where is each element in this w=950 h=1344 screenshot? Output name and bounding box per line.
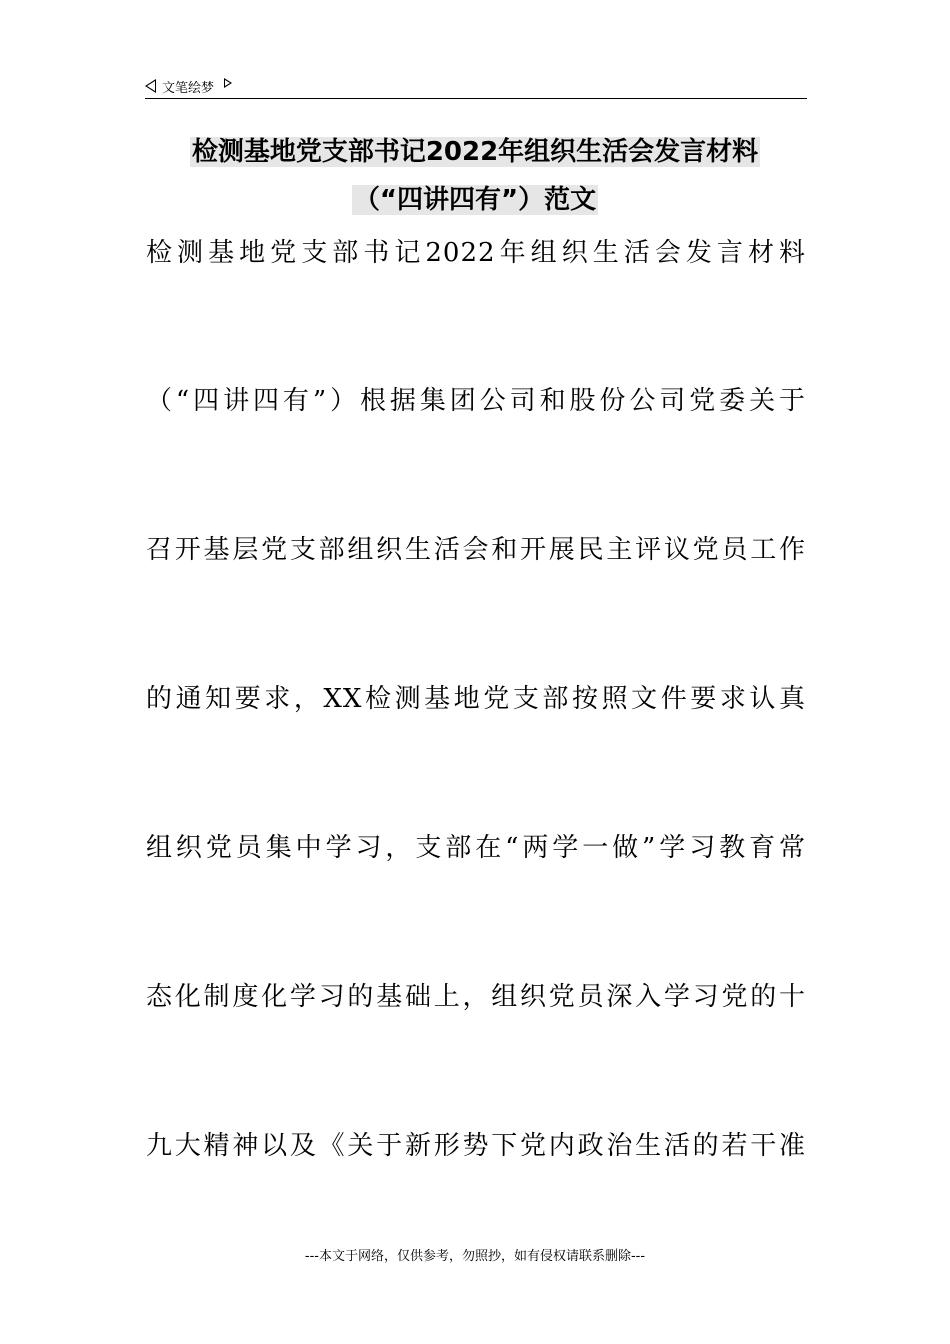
body-line-5: 组织党员集中学习，支部在“两学一做”学习教育常 bbox=[146, 833, 806, 863]
body-line-7: 九大精神以及《关于新形势下党内政治生活的若干准 bbox=[146, 1131, 806, 1161]
triangle-right-icon bbox=[224, 78, 232, 88]
body-line-3: 召开基层党支部组织生活会和开展民主评议党员工作 bbox=[146, 535, 806, 565]
page-header bbox=[145, 74, 807, 99]
document-title-line-2 bbox=[0, 182, 950, 218]
document-title-line-1 bbox=[0, 134, 950, 170]
page-footer: ---本文于网络，仅供参考，勿照抄，如有侵权请联系删除--- bbox=[304, 1249, 646, 1264]
body-line-4: 的通知要求，XX检测基地党支部按照文件要求认真 bbox=[146, 684, 806, 714]
title-line-1-text: 检测基地党支部书记2022年组织生活会发言材料 bbox=[191, 137, 759, 167]
triangle-left-icon bbox=[145, 79, 156, 93]
header-brand: 文笔绘梦 bbox=[162, 80, 215, 96]
body-line-2: （“四讲四有”）根据集团公司和股份公司党委关于 bbox=[146, 386, 806, 416]
body-line-1: 检测基地党支部书记2022年组织生活会发言材料 bbox=[146, 238, 806, 268]
title-line-2-text: （“四讲四有”）范文 bbox=[353, 185, 597, 215]
body-line-6: 态化制度化学习的基础上，组织党员深入学习党的十 bbox=[146, 982, 806, 1012]
